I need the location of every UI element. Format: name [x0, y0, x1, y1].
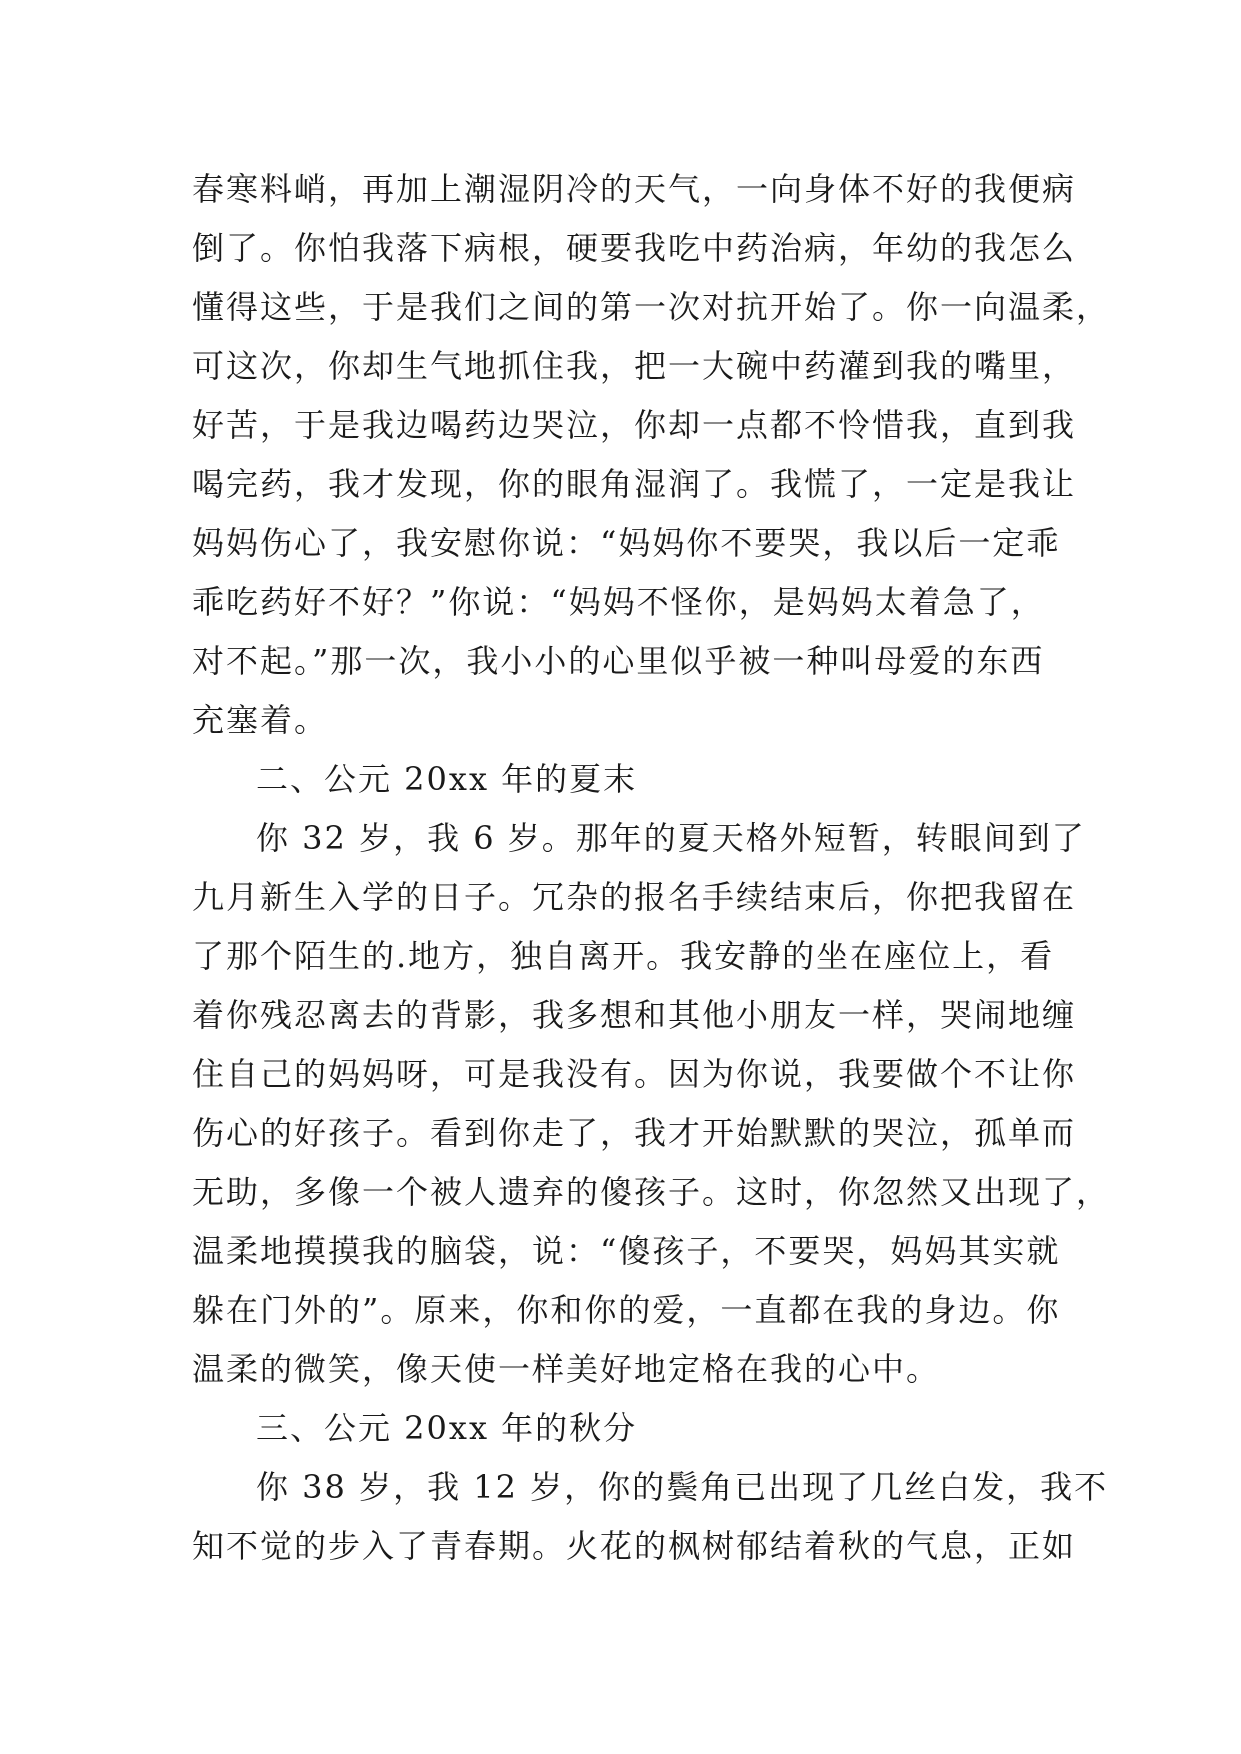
section-heading: 二、公元 20xx 年的夏末 — [256, 760, 638, 798]
text-line: 乖吃药好不好？”你说：“妈妈不怪你，是妈妈太着急了， — [192, 583, 1045, 621]
text-line: 可这次，你却生气地抓住我，把一大碗中药灌到我的嘴里， — [192, 347, 1077, 385]
text-line: 春寒料峭，再加上潮湿阴冷的天气，一向身体不好的我便病 — [192, 170, 1077, 208]
text-line: 温柔的微笑，像天使一样美好地定格在我的心中。 — [192, 1350, 941, 1388]
text-line: 懂得这些，于是我们之间的第一次对抗开始了。你一向温柔， — [192, 288, 1111, 326]
text-line: 九月新生入学的日子。冗杂的报名手续结束后，你把我留在 — [192, 878, 1077, 916]
text-line: 喝完药，我才发现，你的眼角湿润了。我慌了，一定是我让 — [192, 465, 1077, 503]
text-line: 了那个陌生的.地方，独自离开。我安静的坐在座位上，看 — [192, 937, 1055, 975]
text-line: 着你残忍离去的背影，我多想和其他小朋友一样，哭闹地缠 — [192, 996, 1077, 1034]
text-line: 充塞着。 — [192, 701, 329, 739]
text-line: 知不觉的步入了青春期。火花的枫树郁结着秋的气息，正如 — [192, 1527, 1077, 1565]
text-line: 躲在门外的”。原来，你和你的爱，一直都在我的身边。你 — [192, 1291, 1061, 1329]
text-line: 伤心的好孩子。看到你走了，我才开始默默的哭泣，孤单而 — [192, 1114, 1077, 1152]
document-body — [192, 160, 1111, 1576]
text-line: 无助，多像一个被人遗弃的傻孩子。这时，你忽然又出现了， — [192, 1173, 1111, 1211]
text-line: 妈妈伤心了，我安慰你说：“妈妈你不要哭，我以后一定乖 — [192, 524, 1061, 562]
section-heading: 三、公元 20xx 年的秋分 — [256, 1409, 638, 1447]
text-line: 倒了。你怕我落下病根，硬要我吃中药治病，年幼的我怎么 — [192, 229, 1077, 267]
text-line: 温柔地摸摸我的脑袋，说：“傻孩子，不要哭，妈妈其实就 — [192, 1232, 1061, 1270]
text-line: 住自己的妈妈呀，可是我没有。因为你说，我要做个不让你 — [192, 1055, 1077, 1093]
paragraph-first-line: 你 32 岁，我 6 岁。那年的夏天格外短暂，转眼间到了 — [256, 819, 1086, 857]
text-line: 对不起。”那一次，我小小的心里似乎被一种叫母爱的东西 — [192, 642, 1045, 680]
text-line: 好苦，于是我边喝药边哭泣，你却一点都不怜惜我，直到我 — [192, 406, 1077, 444]
paragraph-first-line: 你 38 岁，我 12 岁，你的鬓角已出现了几丝白发，我不 — [256, 1468, 1109, 1506]
